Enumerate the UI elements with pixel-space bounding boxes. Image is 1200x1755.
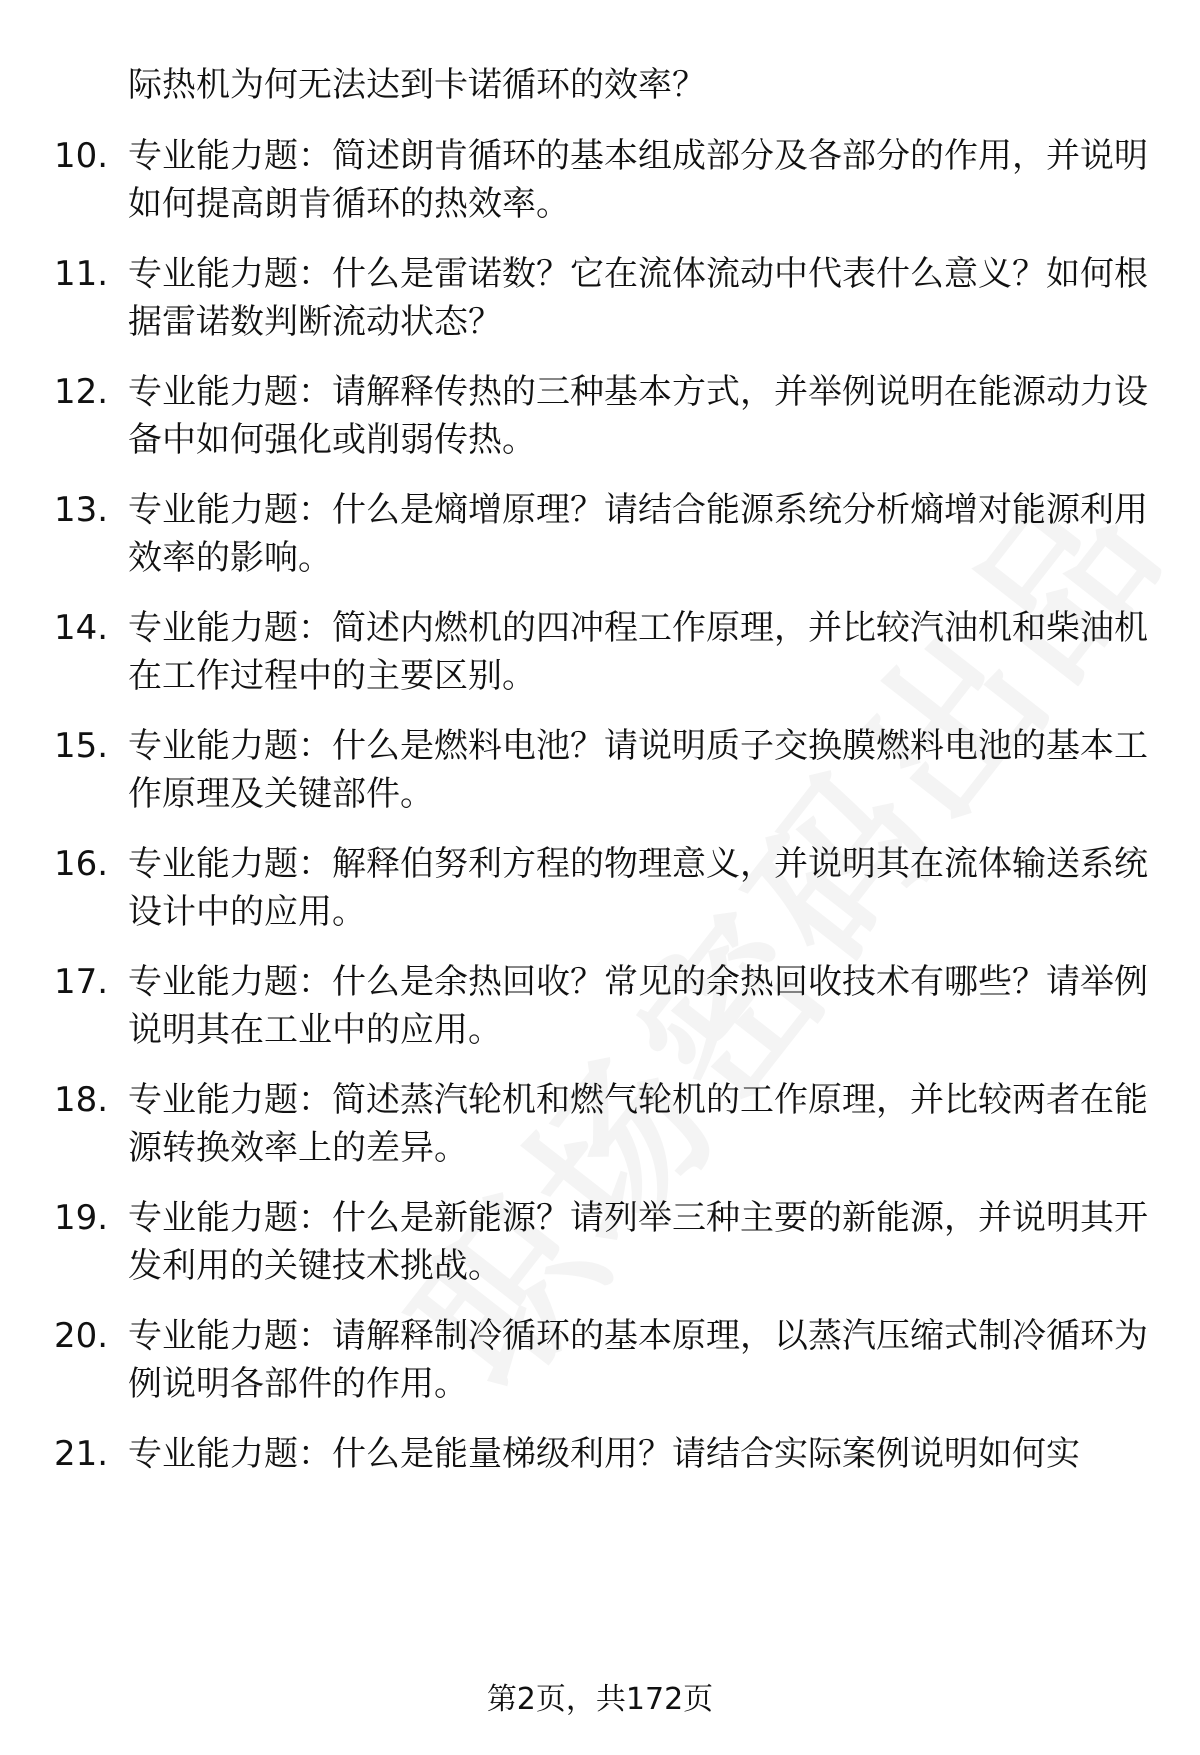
question-number: 16. [54, 844, 109, 884]
question-text: 专业能力题：简述蒸汽轮机和燃气轮机的工作原理，并比较两者在能源转换效率上的差异。 [128, 1080, 1148, 1168]
page-number-footer: 第2页，共172页 [486, 1682, 714, 1717]
question-number: 19. [54, 1198, 109, 1238]
question-number: 14. [54, 608, 109, 648]
question-number: 12. [54, 372, 109, 412]
continuation-text: 际热机为何无法达到卡诺循环的效率？ [128, 65, 706, 105]
question-number: 17. [54, 962, 109, 1002]
question-text: 专业能力题：简述朗肯循环的基本组成部分及各部分的作用，并说明如何提高朗肯循环的热效率。 [128, 136, 1148, 224]
question-text: 专业能力题：什么是熵增原理？请结合能源系统分析熵增对能源利用效率的影响。 [128, 490, 1148, 578]
question-text: 专业能力题：请解释制冷循环的基本原理，以蒸汽压缩式制冷循环为例说明各部件的作用。 [128, 1316, 1148, 1404]
question-number: 10. [54, 136, 109, 176]
question-text: 专业能力题：什么是能量梯级利用？请结合实际案例说明如何实 [128, 1434, 1080, 1474]
question-number: 13. [54, 490, 109, 530]
question-text: 专业能力题：什么是新能源？请列举三种主要的新能源，并说明其开发利用的关键技术挑战。 [128, 1198, 1148, 1286]
question-text: 专业能力题：请解释传热的三种基本方式，并举例说明在能源动力设备中如何强化或削弱传热。 [128, 372, 1148, 460]
question-number: 21. [54, 1434, 109, 1474]
question-text: 专业能力题：什么是雷诺数？它在流体流动中代表什么意义？如何根据雷诺数判断流动状态？ [128, 254, 1148, 342]
question-number: 18. [54, 1080, 109, 1120]
question-text: 专业能力题：简述内燃机的四冲程工作原理，并比较汽油机和柴油机在工作过程中的主要区别。 [128, 608, 1148, 696]
question-number: 11. [54, 254, 109, 294]
question-number: 20. [54, 1316, 109, 1356]
question-number: 15. [54, 726, 109, 766]
question-text: 专业能力题：什么是燃料电池？请说明质子交换膜燃料电池的基本工作原理及关键部件。 [128, 726, 1148, 814]
question-text: 专业能力题：什么是余热回收？常见的余热回收技术有哪些？请举例说明其在工业中的应用。 [128, 962, 1148, 1050]
question-text: 专业能力题：解释伯努利方程的物理意义，并说明其在流体输送系统设计中的应用。 [128, 844, 1148, 932]
